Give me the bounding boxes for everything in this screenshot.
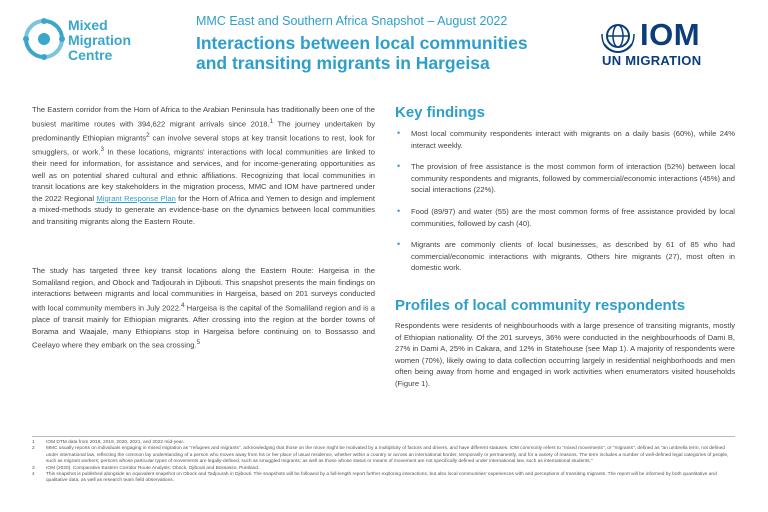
footnote-ref[interactable]: 5 — [196, 339, 201, 347]
mmc-logo-word: Mixed — [68, 17, 108, 33]
study-paragraph — [32, 265, 375, 351]
finding-text: Food (89/97) and water (55) are the most common forms of free assistance provided by local communities, followed by cash (40). — [411, 206, 735, 228]
list-item — [395, 128, 735, 151]
key-findings-list — [395, 128, 735, 284]
mmc-logo-word: Migration — [68, 32, 131, 48]
intro-text: The journey undertaken by predominantly Ethiopian migrants — [32, 119, 376, 143]
intro-text: In these locations, migrants' interactions with local communities are linked to their need for information, for assistance and services, and for income-generating opportunities as well as on potential shared cultural and ethnic affiliations. Recognizing that local communities in transit locations are key stakeholders in the migration process, MMC and IOM have partnered under the 2022 Regional — [32, 147, 375, 203]
footnote-number: 4 — [32, 472, 35, 478]
mmc-logo — [22, 14, 182, 66]
key-findings-heading: Key findings — [395, 104, 486, 121]
study-text: The study has targeted three key transit locations along the Eastern Route: Hargeisa in the Somaliland region, and Obock and Tadjourah in Djibouti. This snapshot presents the main findings on interactions between migrants and local communities in Hargeisa, based on 201 surveys conducted with local community members in July 2022. — [32, 266, 375, 313]
finding-text: Migrants are commonly clients of local businesses, as described by 61 of 85 who had commercial/economic interactions with migrants. Others hire migrants (27), most often in domestic work. — [411, 240, 735, 273]
bullet-icon: • — [397, 205, 401, 216]
intro-text: The Eastern corridor from the Horn of Africa to the Arabian Peninsula has traditionally been one of the busiest maritime routes with 394,622 migrant arrivals since 2018. — [32, 105, 375, 129]
migrant-response-plan-link[interactable]: Migrant Response Plan — [96, 193, 176, 203]
footnote-ref[interactable]: 4 — [181, 301, 185, 309]
footnote-text: This snapshot is published alongside an equivalent snapshot on Obock and Tadjourah in Djibouti. The snapshots will be followed by a full-length report further exploring interactions, but also local communities' experiences with and perceptions of transiting migrants. The report will be informed by both quantitative and qualitative data, as well as research team field observations. — [46, 472, 717, 484]
footnote-ref[interactable]: 1 — [269, 117, 274, 125]
footnote-ref[interactable]: 3 — [100, 145, 105, 153]
mmc-logo-word: Centre — [68, 47, 113, 63]
footnote-number: 1 — [32, 440, 35, 445]
intro-text: for the Horn of Africa and Yemen to design and implement a mixed-methods study to generate an evidence-base on the dynamics between local communities and transiting migrants along the Eastern Route. — [32, 193, 376, 226]
snapshot-subtitle: MMC East and Southern Africa Snapshot – August 2022 — [196, 14, 508, 28]
iom-logo-subtitle: UN MIGRATION — [602, 53, 702, 68]
mmc-logo-icon — [22, 17, 66, 61]
footnote — [32, 446, 735, 465]
footnote-text: IOM DTM data from 2018, 2019, 2020, 2021, and 2022 mid-year. — [46, 440, 185, 445]
finding-text: The provision of free assistance is the most common form of interaction (52%) between local community respondents and migrants, followed by commercial/economic interactions (45%) and social interactions (22%). — [411, 162, 735, 195]
list-item — [395, 206, 735, 229]
intro-paragraph — [32, 104, 375, 228]
title-line-2: and transiting migrants in Hargeisa — [196, 53, 490, 73]
study-text: Hargeisa is the capital of the Somaliland region and is a place of transit mainly for Ethiopian migrants. After crossing into the region at the border towns of Borama and Waajale, many Ethiopians stop in Hargeisa before continuing on to Bossasso and Ceelayo where they embark on the sea crossing. — [32, 303, 375, 350]
footnote-divider — [32, 436, 735, 437]
title-line-1: Interactions between local communities — [196, 33, 528, 53]
footnotes — [32, 440, 735, 485]
bullet-icon: • — [397, 239, 401, 250]
footnote-number: 3 — [32, 465, 35, 471]
footnote — [32, 472, 735, 485]
iom-logo-text: IOM — [640, 17, 701, 52]
page-title — [196, 33, 576, 73]
footnote-number: 2 — [32, 446, 35, 452]
un-emblem-icon — [600, 20, 636, 54]
finding-text: Most local community respondents interact with migrants on a daily basis (60%), while 24% interact weekly. — [411, 129, 735, 150]
footnote-text: IOM (2020). Comparative Eastern Corridor Route Analysis: Obock, Djibouti and Bossasso, Puntland. — [46, 465, 260, 471]
footnote-text: MMC usually reports on individuals engaging in mixed migration as "refugees and migrants", acknowledging that those on the move might be motivated by a multiplicity of factors and drivers, and have different statuses. IOM commonly refers to "mixed movements", or "migrants", defined as "an umbrella term, not defined under international law, reflecting the common lay understanding of a person who moves away from his or her place of usual residence, whether within a country or across an international border, temporarily or permanently, and for a variety of reasons. The term includes a number of well-defined legal categories of people, such as migrant workers; persons whose particular types of movements are legally-defined, such as smuggled migrants; as well as those whose status or means of movement are not specifically defined under international law, such as international students." — [46, 446, 729, 465]
bullet-icon: • — [397, 128, 401, 138]
bullet-icon: • — [397, 161, 401, 172]
list-item — [395, 161, 735, 196]
list-item — [395, 239, 735, 274]
intro-text: can involve several stops at key transit locations to rest, look for smugglers, or work. — [32, 133, 375, 157]
profiles-heading: Profiles of local community respondents — [395, 297, 686, 314]
footnote-ref[interactable]: 2 — [146, 131, 150, 139]
profiles-paragraph: Respondents were residents of neighbourhoods with a large presence of transiting migrants, mostly of Ethiopian nationality. Of the 201 surveys, 36% were conducted in the neighbourhoods of Dami B, 27% in Dami A, 25% in Cakara, and 12% in Statehouse (see Map 1). A majority of respondents were women (70%), likely owing to data collection occurring largely in residential neighborhoods and men often being away from home and engaged in work activities when enumerators visited households (Figure 1). — [395, 321, 735, 388]
iom-logo — [600, 18, 750, 68]
